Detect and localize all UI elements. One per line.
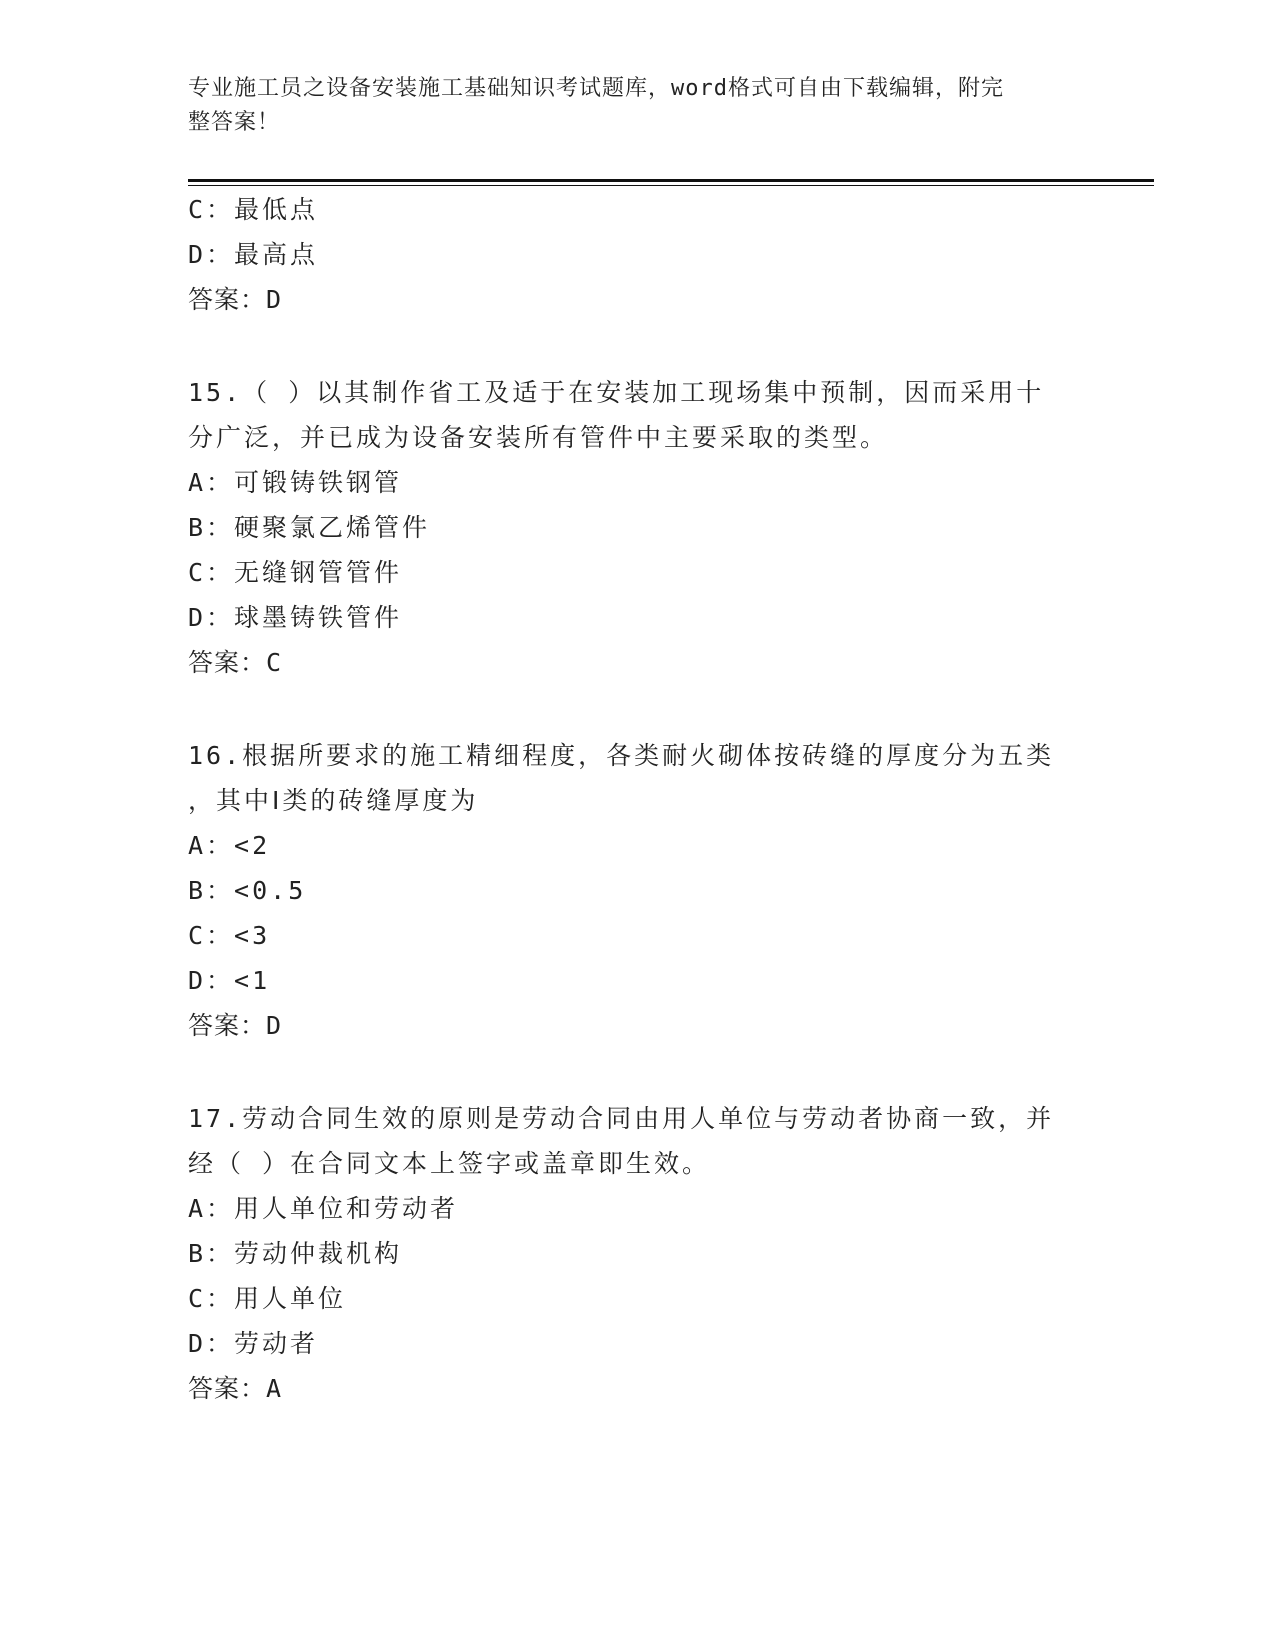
- option-d: D：<1: [188, 966, 271, 995]
- answer-line: 答案：D: [188, 285, 283, 314]
- option-c: C：最低点: [188, 195, 319, 224]
- question-stem-line-2: 分广泛，并已成为设备安装所有管件中主要采取的类型。: [188, 423, 889, 452]
- question-stem-line-1: 16.根据所要求的施工精细程度，各类耐火砌体按砖缝的厚度分为五类: [188, 741, 1055, 770]
- question-16: [188, 733, 1088, 1048]
- question-stem-line-2: 经（ ）在合同文本上签字或盖章即生效。: [188, 1149, 711, 1178]
- spacer: [188, 322, 1088, 370]
- header-line-2: 整答案！: [188, 110, 281, 135]
- question-list: [188, 187, 1088, 1411]
- document-header: [188, 72, 1068, 140]
- question-14-continued: [188, 187, 1088, 322]
- option-a: A：用人单位和劳动者: [188, 1194, 459, 1223]
- option-d: D：球墨铸铁管件: [188, 603, 403, 632]
- option-b: B：劳动仲裁机构: [188, 1239, 403, 1268]
- answer-line: 答案：A: [188, 1374, 283, 1403]
- header-divider-thick: [188, 179, 1154, 182]
- option-b: B：硬聚氯乙烯管件: [188, 513, 431, 542]
- question-stem-line-2: ，其中Ⅰ类的砖缝厚度为: [188, 786, 479, 815]
- option-c: C：无缝钢管管件: [188, 558, 403, 587]
- question-15: [188, 370, 1088, 685]
- option-b: B：<0.5: [188, 876, 307, 905]
- answer-line: 答案：D: [188, 1011, 283, 1040]
- option-a: A：<2: [188, 831, 271, 860]
- header-divider-thin: [188, 185, 1154, 186]
- answer-line: 答案：C: [188, 648, 283, 677]
- option-c: C：用人单位: [188, 1284, 347, 1313]
- question-17: [188, 1096, 1088, 1411]
- option-a: A：可锻铸铁钢管: [188, 468, 403, 497]
- option-c: C：<3: [188, 921, 271, 950]
- option-d: D：劳动者: [188, 1329, 319, 1358]
- question-stem-line-1: 17.劳动合同生效的原则是劳动合同由用人单位与劳动者协商一致，并: [188, 1104, 1055, 1133]
- header-line-1: 专业施工员之设备安装施工基础知识考试题库，word格式可自由下载编辑，附完: [188, 76, 1004, 101]
- question-stem-line-1: 15.（ ）以其制作省工及适于在安装加工现场集中预制，因而采用十: [188, 378, 1045, 407]
- spacer: [188, 1048, 1088, 1096]
- spacer: [188, 685, 1088, 733]
- option-d: D：最高点: [188, 240, 319, 269]
